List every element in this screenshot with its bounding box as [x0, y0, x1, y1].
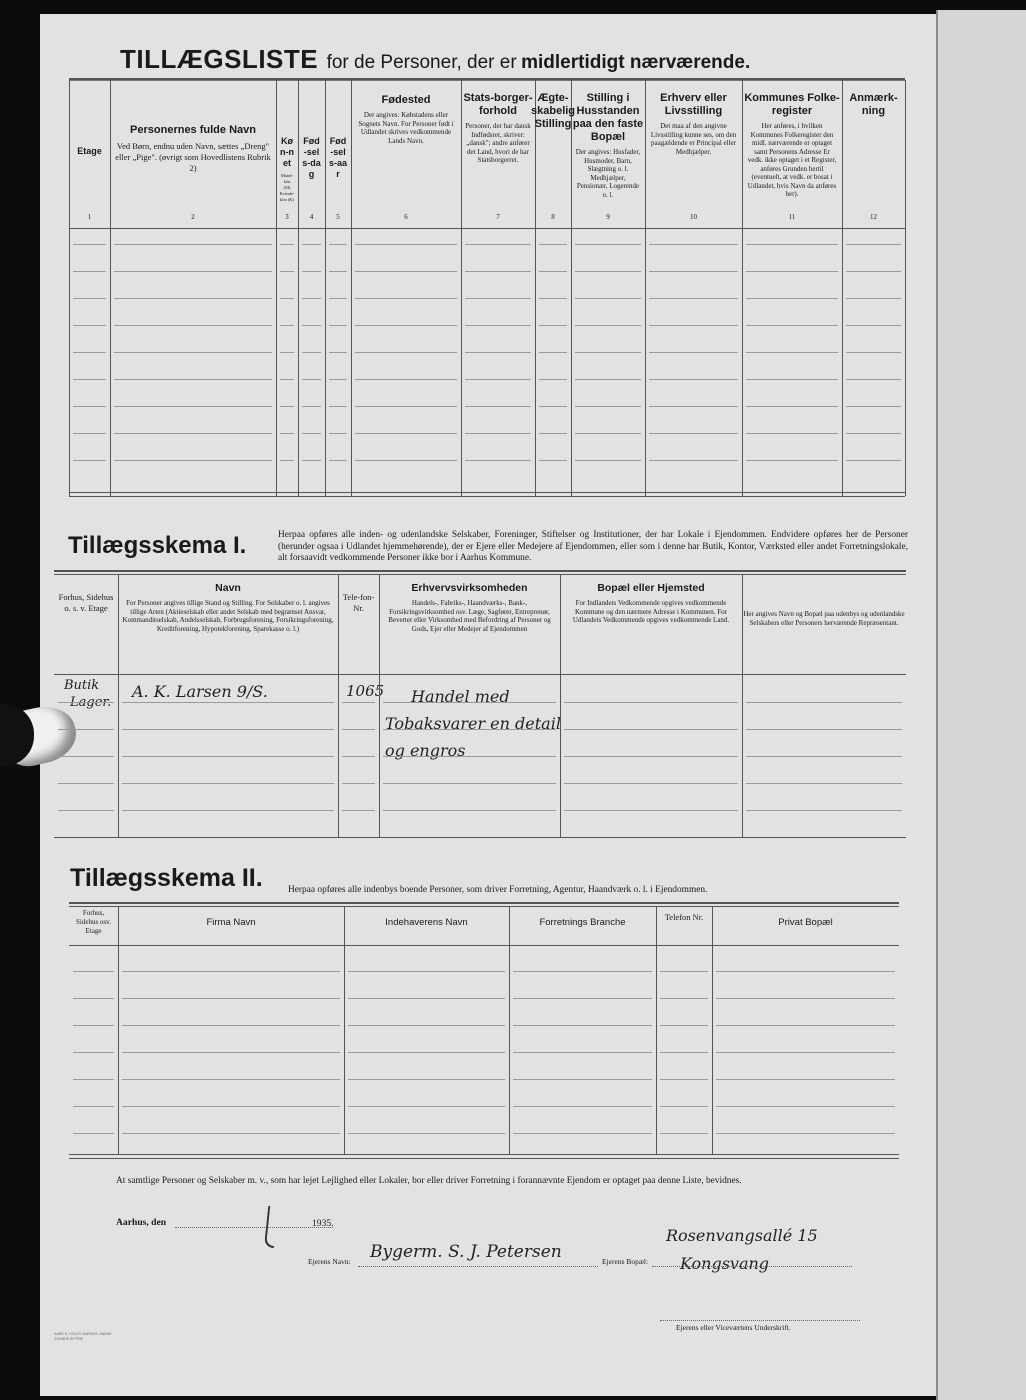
owner-address-value: Rosenvangsallé 15 Kongsvang	[666, 1226, 818, 1273]
list-header-title: Fødested	[381, 94, 431, 106]
list-col-number: 6	[404, 213, 408, 221]
skema1-header-desc: Her angives Navn og Bopæl paa udenbys og udenlandske Selskabers eller Personers herværende Repræsentant.	[743, 610, 905, 627]
list-col-number: 11	[788, 213, 796, 221]
list-header-desc: Der angives: Husfader, Husmoder, Barn, Slægtning o. l. Medhjælper, Pensionær, Logerende o. l.	[575, 148, 641, 199]
year-label: 1935.	[312, 1218, 334, 1229]
skema1-entry-etage: Butik Lager.	[64, 678, 112, 710]
list-header-title: Fød-sels-dag	[302, 136, 321, 179]
skema2-header-col-4: Forretnings Branche	[539, 917, 626, 928]
list-header-title: Personernes fulde Navn	[130, 124, 256, 136]
list-col-number: 4	[309, 213, 314, 221]
list-header-title: Anmærk-ning	[849, 92, 898, 117]
list-header-col-7	[462, 84, 534, 224]
list-header-desc: Her anføres, i hvilken Kommunes Folkeregister den midl. nærværende er optaget samt Personens Adresse Er vedk. ikke optaget i et Register, anføres Grunden hertil (eventuelt, at vedk. er bosat i Udlandet, hvis Navn da anføres her).	[747, 122, 837, 198]
skema1-header-col-6	[743, 582, 905, 672]
skema1-header-desc: Handels-, Fabriks-, Haandværks-, Bank-, Forsikringsvirksomhed osv. Læge, Sagfører, Entreprenør, Beverter eller Virksomhed med Befordring af Personer og Gods, Ejer eller Medejer af Ejendommen	[388, 599, 551, 633]
skema1-title: Tillægsskema I.	[68, 532, 247, 559]
owner-address-label: Ejerens Bopæl:	[602, 1257, 649, 1266]
list-col-number: 7	[496, 213, 500, 221]
list-header-col-5	[326, 84, 350, 224]
form-page	[40, 14, 936, 1396]
skema2-header-col-3: Indehaverens Navn	[385, 917, 468, 928]
list-header-col-1	[70, 84, 109, 224]
list-header-title: Etage	[77, 146, 102, 156]
list-header-title: Stats-borger-forhold	[463, 92, 533, 117]
list-col-number: 2	[191, 213, 195, 221]
skema1-entry-erhverv: Handel med Tobaksvarer en detail og engros	[385, 687, 561, 760]
skema1-entry-telefon: 1065	[346, 682, 385, 700]
list-col-number: 12	[870, 213, 877, 221]
list-header-col-4	[299, 84, 324, 224]
list-col-number: 8	[551, 213, 555, 221]
list-header-col-8	[531, 84, 576, 224]
list-header-col-6	[352, 84, 460, 224]
owner-name-label: Ejerens Navn:	[308, 1257, 351, 1266]
list-header-col-9	[572, 84, 644, 224]
list-header-title: Stilling i Husstanden paa den faste Bopæl	[572, 92, 644, 143]
list-header-title: Erhverv eller Livsstilling	[660, 92, 727, 117]
skema2-header-col-5: Telefon Nr.	[664, 912, 704, 922]
list-header-desc: Ved Børn, endnu uden Navn, sættes „Dreng" eller „Pige". (øvrigt som Hovedlistens Rubrik 2)	[115, 141, 271, 173]
skema1-header-desc: For Indlandets Vedkommende opgives vedkommende Kommune og den nærmere Adresse i Kommunen. For Udlandets Vedkommende opgives vedkommende Land.	[572, 599, 730, 624]
skema1-description: Herpaa opføres alle inden- og udenlandske Selskaber, Foreninger, Stiftelser og Institutioner, der har Lokale i Ejendommen. Endvidere opføres her de Personer (herunder ogsaa i Udlandet hjemmehørende), der er Ejere eller Medejere af Ejendommen, eller som i denne har Butik, Kontor, Værksted eller andet Forretningslokale, alt forsaavidt vedkommende Personer ikke bor i Aarhus Kommune.	[278, 530, 908, 563]
list-col-number: 5	[336, 213, 340, 221]
skema1-header-desc: Forhus, Sidehus o. s. v. Etage	[58, 592, 114, 613]
list-header-col-2	[111, 84, 275, 224]
list-header-title: Fød-sels-aar	[329, 136, 348, 179]
list-col-number: 3	[285, 213, 289, 221]
certification-text: At samtlige Personer og Selskaber m. v., som har lejet Lejlighed eller Lokaler, bor eller driver Forretning i forannævnte Ejendom er optaget paa denne Liste, bevidnes.	[116, 1176, 742, 1186]
page-title: TILLÆGSLISTE for de Personer, der er midlertidigt nærværende.	[120, 44, 751, 74]
skema1-header-title: Erhvervsvirksomheden	[411, 582, 528, 594]
list-header-col-12	[843, 84, 904, 224]
list-col-number: 10	[690, 213, 697, 221]
list-col-number: 9	[606, 213, 610, 221]
list-header-desc: Mand-kön (M) Kvinde-kön (K)	[279, 173, 295, 202]
skema2-title: Tillægsskema II.	[70, 864, 263, 892]
list-header-desc: Det maa af den angivne Livsstilling kunne ses, om den paagældende er Principal eller Medhjælper.	[650, 122, 737, 156]
skema1-entry-navn: A. K. Larsen 9/S.	[132, 682, 268, 701]
skema1-header-desc: For Personer angives tillige Stand og Stilling. For Selskaber o. l. angives tillige Arten (Aktieselskab eller andet Selskab med begrænset Ansvar, Kommanditselskab, Andelsselskab, Forbrugsforening, Forsikringsforening, Kreditforening, Hypotekforening, Sparekasse o. l.)	[122, 599, 334, 633]
list-col-number: 1	[87, 213, 92, 221]
list-header-col-10	[646, 84, 741, 224]
skema1-header-col-5	[561, 582, 741, 672]
list-header-desc: Der angives: Købstadens eller Sognets Navn. For Personer født i Udlandet skrives vedkommende Lands Navn.	[358, 111, 454, 145]
skema2-header-col-6: Privat Bopæl	[778, 917, 833, 928]
skema1-header-desc: Tele-fon-Nr.	[342, 592, 375, 613]
list-header-desc: Personer, der har dansk Indfødsret, skriver: „dansk"; andre anfører det Land, hvori de har Statsborgerret.	[465, 122, 531, 164]
list-header-col-11	[743, 84, 841, 224]
skema2-description: Herpaa opføres alle indenbys boende Personer, som driver Forretning, Agentur, Haandværk o. l. i Ejendommen.	[288, 885, 708, 895]
list-header-title: Kommunes Folke-register	[744, 92, 840, 117]
skema1-header-col-4	[380, 582, 559, 672]
skema1-header-title: Navn	[215, 582, 241, 594]
list-header-title: Ægte-skabelig Stilling	[531, 92, 576, 130]
printer-mark: AARE S. HOLST, AARHUS, ANDSK ZOUNDE BYTRIE	[54, 1332, 112, 1341]
owner-name-value: Bygerm. S. J. Petersen	[370, 1242, 562, 1262]
skema1-header-col-3	[339, 582, 378, 672]
skema2-header-col-2: Firma Navn	[206, 917, 256, 928]
list-header-title: Køn-net	[280, 136, 294, 168]
skema2-header-col-1: Forhus, Sidehus osv. Etage	[76, 909, 111, 935]
skema1-header-col-2	[119, 582, 337, 672]
skema1-header-title: Bopæl eller Hjemsted	[597, 582, 705, 594]
adjacent-page	[936, 10, 1026, 1400]
list-header-col-3	[277, 84, 297, 224]
skema1-header-col-1	[55, 582, 117, 672]
signature-caption: Ejerens eller Viceværtens Underskrift.	[676, 1323, 791, 1332]
city-date-label: Aarhus, den	[116, 1217, 167, 1228]
